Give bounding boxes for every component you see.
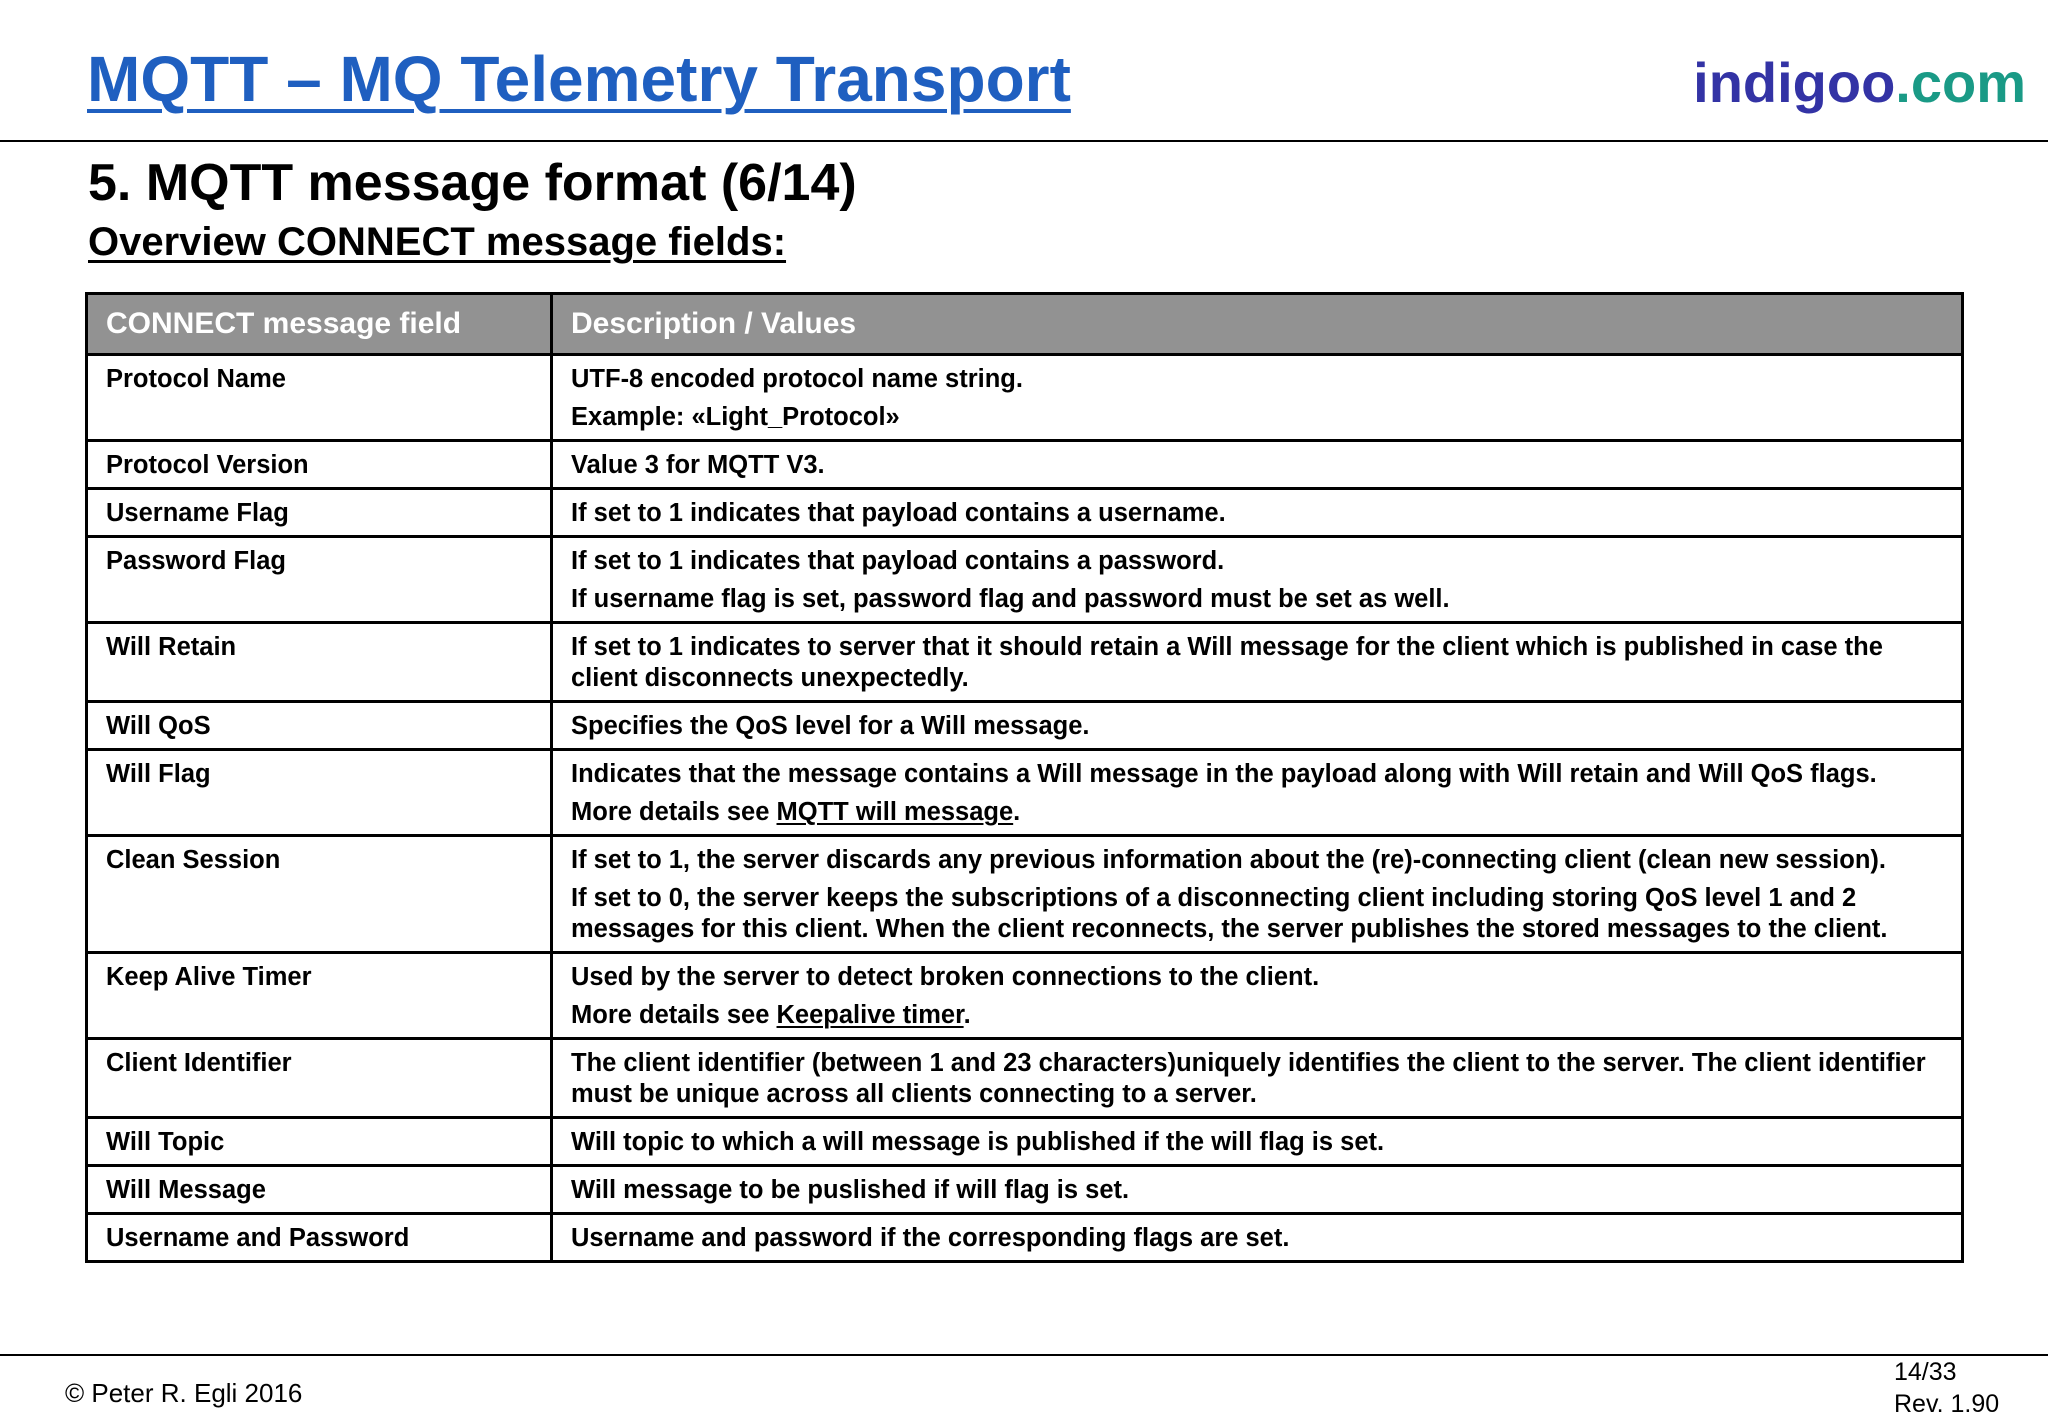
field-name: Protocol Name — [87, 355, 552, 441]
column-header-field: CONNECT message field — [87, 294, 552, 355]
description-line: Will topic to which a will message is published if the will flag is set. — [571, 1128, 1385, 1156]
description-line: The client identifier (between 1 and 23 characters)uniquely identifies the client to the server. The client identifier must be unique across all clients connecting to a server. — [571, 1049, 1926, 1108]
brand-name: indigoo — [1693, 51, 1896, 114]
keepalive-timer-link[interactable]: Keepalive timer — [776, 1001, 964, 1029]
field-name: Clean Session — [87, 836, 552, 953]
field-description — [552, 1166, 1963, 1214]
document-title: MQTT – MQ Telemetry Transport — [87, 43, 1071, 115]
mqtt-will-message-link[interactable]: MQTT will message — [776, 798, 1014, 826]
field-name: Will QoS — [87, 702, 552, 750]
description-line: Indicates that the message contains a Will message in the payload along with Will retain and Will QoS flags. — [571, 760, 1877, 788]
brand-logo — [1693, 52, 2026, 114]
revision: Rev. 1.90 — [1894, 1390, 2000, 1418]
field-description — [552, 1039, 1963, 1118]
field-description — [552, 355, 1963, 441]
details-prefix: More details see — [571, 1001, 777, 1029]
field-description — [552, 537, 1963, 623]
page-number: 14/33 — [1894, 1358, 1957, 1386]
description-line: If set to 1 indicates that payload contains a password. — [571, 547, 1225, 575]
description-line: If username flag is set, password flag and password must be set as well. — [571, 585, 1450, 613]
slide-subheading: Overview CONNECT message fields: — [88, 220, 787, 264]
table-row — [87, 1166, 1963, 1214]
table-row — [87, 537, 1963, 623]
field-description — [552, 836, 1963, 953]
table-row — [87, 1039, 1963, 1118]
field-description — [552, 441, 1963, 489]
field-name: Will Topic — [87, 1118, 552, 1166]
description-line: Username and password if the corresponding flags are set. — [571, 1224, 1290, 1252]
table-row — [87, 836, 1963, 953]
details-line — [571, 1000, 1943, 1031]
description-line: Value 3 for MQTT V3. — [571, 451, 825, 479]
table-row — [87, 1118, 1963, 1166]
field-name: Password Flag — [87, 537, 552, 623]
column-header-description: Description / Values — [552, 294, 1963, 355]
footer-divider — [0, 1354, 2048, 1356]
field-description — [552, 489, 1963, 537]
field-name: Username and Password — [87, 1214, 552, 1262]
description-line: Will message to be puslished if will flag is set. — [571, 1176, 1130, 1204]
brand-domain: .com — [1895, 51, 2026, 114]
field-name: Keep Alive Timer — [87, 953, 552, 1039]
description-line: If set to 1 indicates to server that it should retain a Will message for the client which is published in case the client disconnects unexpectedly. — [571, 633, 1883, 692]
table-header-row — [87, 294, 1963, 355]
description-line: If set to 0, the server keeps the subscriptions of a disconnecting client including storing QoS level 1 and 2 messages for this client. When the client reconnects, the server publishes the stored messages to the client. — [571, 884, 1888, 943]
field-description — [552, 702, 1963, 750]
field-description — [552, 623, 1963, 702]
description-line: Specifies the QoS level for a Will message. — [571, 712, 1090, 740]
table-row — [87, 355, 1963, 441]
field-description — [552, 1118, 1963, 1166]
description-line: UTF-8 encoded protocol name string. — [571, 365, 1023, 393]
header-divider — [0, 140, 2048, 142]
field-description — [552, 750, 1963, 836]
table-row — [87, 623, 1963, 702]
details-suffix: . — [1013, 798, 1021, 826]
field-description — [552, 1214, 1963, 1262]
table-row — [87, 953, 1963, 1039]
details-suffix: . — [963, 1001, 971, 1029]
description-line: Example: «Light_Protocol» — [571, 403, 900, 431]
table-row — [87, 489, 1963, 537]
table-row — [87, 750, 1963, 836]
connect-fields-table — [85, 292, 1964, 1263]
field-name: Protocol Version — [87, 441, 552, 489]
description-line: If set to 1, the server discards any previous information about the (re)-connecting client (clean new session). — [571, 846, 1886, 874]
copyright: © Peter R. Egli 2016 — [65, 1378, 303, 1408]
field-name: Will Flag — [87, 750, 552, 836]
table-row — [87, 702, 1963, 750]
field-name: Username Flag — [87, 489, 552, 537]
description-line: If set to 1 indicates that payload contains a username. — [571, 499, 1226, 527]
description-line: Used by the server to detect broken connections to the client. — [571, 963, 1320, 991]
field-description — [552, 953, 1963, 1039]
table-row — [87, 441, 1963, 489]
table-row — [87, 1214, 1963, 1262]
details-line — [571, 797, 1943, 828]
slide-heading: 5. MQTT message format (6/14) — [88, 154, 857, 212]
field-name: Will Retain — [87, 623, 552, 702]
field-name: Will Message — [87, 1166, 552, 1214]
field-name: Client Identifier — [87, 1039, 552, 1118]
details-prefix: More details see — [571, 798, 777, 826]
